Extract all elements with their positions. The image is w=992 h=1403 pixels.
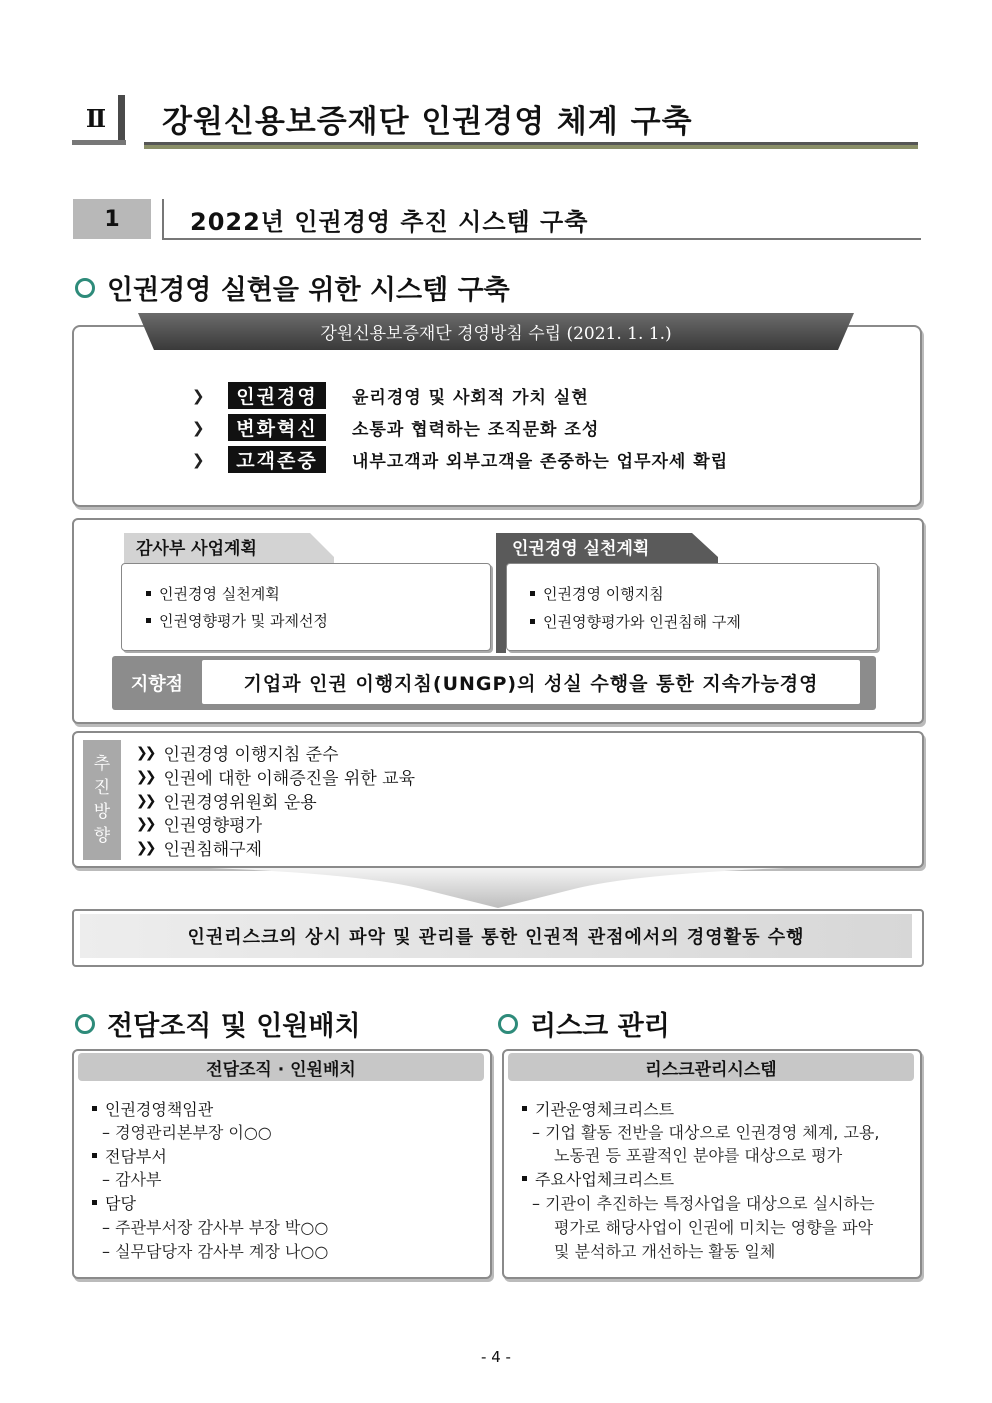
circle-bullet-icon [75,1014,95,1034]
section-number: 1 [73,199,151,239]
subheading-organization-text: 전담조직 및 인원배치 [107,1011,361,1042]
chapter-number-underline [72,140,126,145]
direction-item-text: 인권영향평가 [163,816,263,836]
organization-group-sub: – 경영관리본부장 이○○ [102,1123,272,1142]
risk-group-sub: 평가로 해당사업이 인권에 미치는 영향을 파악 [554,1218,874,1237]
risk-group [522,1097,674,1120]
risk-group [522,1167,674,1190]
direction-label-char: 진 [93,778,111,798]
direction-item-text: 인권에 대한 이해증진을 위한 교육 [163,769,415,789]
organization-group [92,1144,167,1167]
square-bullet-icon [146,618,151,623]
policy-item [192,446,728,473]
page-number: - 4 - [481,1348,511,1366]
subheading-risk-text: 리스크 관리 [530,1011,670,1042]
direction-item [136,740,339,765]
square-bullet-icon [92,1153,97,1158]
goal-label: 지향점 [130,674,184,695]
square-bullet-icon [530,619,535,624]
direction-item [136,764,415,789]
right-plan-item-text: 인권경영 이행지침 [543,585,664,603]
chapter-title: 강원신용보증재단 인권경영 체계 구축 [162,104,693,140]
chapter-number-bar [118,95,125,145]
double-chevron-icon: ❯ [192,450,205,469]
direction-label-char: 추 [93,754,111,774]
left-plan-item-text: 인권영향평가 및 과제선정 [159,612,328,630]
left-plan-item [146,610,328,631]
double-arrow-icon: ❯❯ [136,768,154,785]
double-arrow-icon: ❯❯ [136,839,154,856]
policy-tag: 인권경영 [228,382,326,409]
organization-group-title: 인권경영책임관 [105,1100,214,1119]
risk-group-sub: 노동권 등 포괄적인 분야를 대상으로 평가 [554,1146,843,1165]
policy-item [192,414,599,441]
section-divider [162,238,921,240]
policy-desc: 윤리경영 및 사회적 가치 실현 [352,388,589,408]
double-arrow-icon: ❯❯ [136,792,154,809]
organization-group-sub: – 감사부 [102,1170,162,1189]
policy-tag: 변화혁신 [228,414,326,441]
policy-tag: 고객존중 [228,446,326,473]
organization-group-sub: – 주관부서장 감사부 부장 박○○ [102,1218,329,1237]
left-plan-item-text: 인권경영 실천계획 [159,585,280,603]
right-plan-item [530,611,741,632]
risk-group-sub: – 기관이 추진하는 특정사업을 대상으로 실시하는 [532,1194,875,1213]
risk-group-title: 기관운영체크리스트 [535,1100,675,1119]
section-separator [162,199,164,239]
square-bullet-icon [522,1176,527,1181]
left-plan-title: 감사부 사업계획 [136,538,257,559]
chapter-number: Ⅱ [85,103,107,133]
double-arrow-icon: ❯❯ [136,815,154,832]
subheading-organization [75,1004,361,1043]
direction-item-text: 인권경영위원회 운용 [163,793,317,813]
circle-bullet-icon [75,278,95,298]
policy-desc: 소통과 협력하는 조직문화 조성 [352,420,600,440]
square-bullet-icon [92,1106,97,1111]
chapter-divider-accent [144,145,918,149]
square-bullet-icon [146,591,151,596]
goal-text: 기업과 인권 이행지침(UNGP)의 성실 수행을 통한 지속가능경영 [202,660,860,704]
direction-label-char: 방 [93,802,111,822]
policy-desc: 내부고객과 외부고객을 존중하는 업무자세 확립 [352,452,729,472]
subheading-system-text: 인권경영 실현을 위한 시스템 구축 [107,275,510,306]
double-chevron-icon: ❯ [192,418,205,437]
square-bullet-icon [522,1106,527,1111]
risk-group-sub: 및 분석하고 개선하는 활동 일체 [554,1242,776,1261]
direction-item-text: 인권침해구제 [163,840,263,860]
double-arrow-icon: ❯❯ [136,744,154,761]
risk-group-sub: – 기업 활동 전반을 대상으로 인권경영 체계, 고용, [532,1123,880,1142]
organization-group-title: 전담부서 [105,1147,167,1166]
left-plan-item [146,583,280,604]
direction-item [136,835,262,860]
result-text: 인권리스크의 상시 파악 및 관리를 통한 인권적 관점에서의 경영활동 수행 [80,914,912,958]
organization-header: 전담조직 · 인원배치 [78,1053,484,1081]
direction-item [136,811,262,836]
square-bullet-icon [530,591,535,596]
down-arrow-icon [210,868,786,910]
right-plan-item-text: 인권영향평가와 인권침해 구제 [543,613,741,631]
right-plan-title: 인권경영 실천계획 [512,538,650,559]
subheading-system [75,268,510,307]
right-plan-list [506,563,878,651]
risk-group-title: 주요사업체크리스트 [535,1170,675,1189]
direction-label-char: 향 [93,826,111,846]
organization-group-sub: – 실무담당자 감사부 계장 나○○ [102,1242,329,1261]
left-plan-list [121,563,491,651]
organization-group [92,1191,136,1214]
policy-item [192,382,589,409]
right-plan-item [530,583,664,604]
direction-item [136,788,317,813]
circle-bullet-icon [498,1014,518,1034]
direction-item-text: 인권경영 이행지침 준수 [163,745,339,765]
section-title: 2022년 인권경영 추진 시스템 구축 [190,208,589,236]
double-chevron-icon: ❯ [192,386,205,405]
direction-label [83,740,121,860]
risk-header: 리스크관리시스템 [508,1053,914,1081]
policy-banner-text: 강원신용보증재단 경영방침 수립 (2021. 1. 1.) [320,324,672,344]
organization-group-title: 담당 [105,1194,136,1213]
subheading-risk [498,1004,670,1043]
square-bullet-icon [92,1200,97,1205]
organization-group [92,1097,213,1120]
